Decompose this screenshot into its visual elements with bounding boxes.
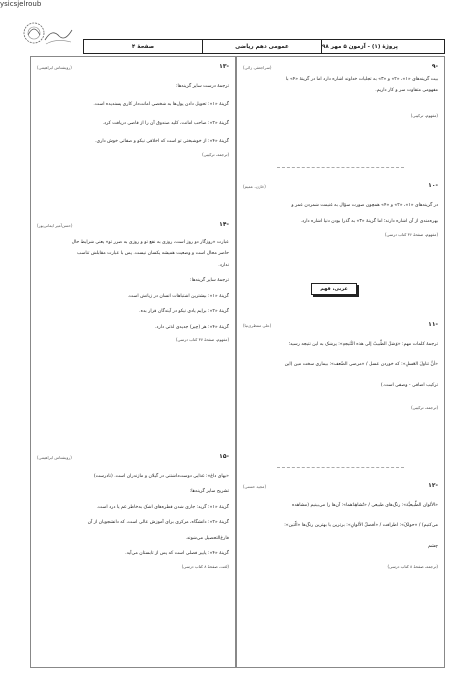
section-label-arabic: عربی، فهم <box>311 283 357 295</box>
question-source: (مجید حسنی) <box>243 483 267 489</box>
question-reference: (مفهوم، صفحهٔ ۳۶ کتاب درسی) <box>385 231 438 237</box>
answer-line: «الألوان الطَّبیعیَّة»: رنگ‌های طبیعی / «تُشاهِدُهما»: آن‌ها را می‌بینیم (مشاهده <box>292 503 438 508</box>
exam-title: پروژهٔ (۱) - آزمون ۵ مهر ۹۸ <box>321 40 444 53</box>
answer-line: گزینهٔ «۴»: پاییز فصلی است که پس از تابستان می‌آید. <box>125 551 229 557</box>
question-15 <box>37 453 229 569</box>
question-source: (حسن‌آمیر ایمانی‌پور) <box>37 222 73 228</box>
question-source: (علی منتظری‌نیا) <box>243 322 272 328</box>
question-11 <box>243 321 438 411</box>
question-reference: (مفهوم، ترکیبی) <box>410 112 438 118</box>
answer-line: ترکیب اضافی - وصفی است.) <box>380 382 438 388</box>
question-reference: (مفهوم، صفحهٔ ۳۷ کتاب درسی) <box>176 336 229 342</box>
answer-line: عبارت «روزگار دو روز است، روزی به نفع تو و روزی به ضرر تو» یعنی شرایط حال <box>71 240 229 245</box>
answer-line: «بهای داغ»: غذایی دوست‌داشتنی در گیلان و مازندران است. (نادرست) <box>93 474 229 479</box>
right-column <box>236 56 445 668</box>
question-reference: (ترجمه، صفحهٔ ۸ کتاب درسی) <box>387 564 438 570</box>
logo-icon <box>16 18 74 52</box>
answer-line: گزینهٔ «۴»: از خوشبختی تو است که اخلاقی نیکو و صفاتی خوش داری. <box>95 139 229 145</box>
divider <box>277 467 404 468</box>
answer-line: «أنَّ تناولَ العَسلِ»: که خوردن عسل / «مرضی الضّعف»: بیماری سخت مین (این <box>284 362 438 368</box>
question-reference: (ترجمه، ترکیبی) <box>202 151 229 157</box>
answer-line: چشم <box>428 543 438 549</box>
question-source: (رویشتاس ابراهیمی) <box>37 64 72 70</box>
question-12 <box>243 482 438 570</box>
answer-line: در گزینه‌های «۱»، «۲» و «۴» همچون صورت سؤال به غنیمت شمردن عمر و <box>291 203 438 208</box>
question-number: -۱۲ <box>428 482 438 490</box>
answer-line: بهره‌مندی از آن اشاره دارند؛ اما گزینهٔ «۳» به گذرا بودن دنیا اشاره دارد. <box>300 219 438 225</box>
answer-line: تشریح سایر گزینه‌ها: <box>189 489 229 495</box>
answer-line: گزینهٔ «۱»: تحویل دادن پول‌ها به شخصی امانت‌دار کاری پسندیده است. <box>93 102 229 108</box>
left-column <box>30 56 236 668</box>
answer-line: ترجمهٔ سایر گزینه‌ها: <box>190 278 229 284</box>
answer-line: گزینهٔ «۱»: گرید: جاری شدن قطره‌های اشک به‌خاطر غم یا درد است. <box>96 504 229 510</box>
question-source: (خازن، عمیم) <box>243 183 266 189</box>
answer-line: ترجمهٔ درست سایر گزینه‌ها: <box>175 84 229 89</box>
answer-line: می‌کنیم) / «حولکَ»: اطرافت / «أفضلُ الألوانِ»: برترین یا بهترین رنگ‌ها «الّتین»: <box>284 523 438 529</box>
top-fragment-text: ysicsjelroub <box>0 0 42 8</box>
answer-line: گزینهٔ «۲»: صاحب امانت، کلید صندوق آن را از قاضی دریافت کرد. <box>102 120 229 126</box>
question-9 <box>243 63 438 118</box>
answer-line: ترجمهٔ کلمات مهم: «وَصَلَ الطَّبیبُ إلی هذه النَّتیجهِ»: پزشک به این نتیجه رسید؛ <box>288 342 438 347</box>
question-source: (سراجعفر، زائی) <box>243 64 272 70</box>
answer-line: بیت گزینه‌های «۱»، «۲» و «۳» به تجلیات خداوند اشاره دارد اما در گزینهٔ «۴» با <box>285 77 438 82</box>
question-number: -۱۳ <box>219 63 229 71</box>
divider <box>277 167 404 168</box>
question-number: -۱۵ <box>219 453 229 461</box>
question-reference: (لغت، صفحهٔ ۸ کتاب درسی) <box>181 563 229 569</box>
question-number: -۱۴ <box>219 221 229 229</box>
answer-line: مفهومی متفاوت سر و کار داریم. <box>375 88 438 94</box>
question-13 <box>37 63 229 157</box>
question-10 <box>243 182 438 237</box>
question-source: (رویشتاس ابراهیمی) <box>37 454 72 460</box>
question-number: -۱۱ <box>428 321 438 329</box>
answer-line: گزینهٔ «۲»: دانشگاه، مرکزی برای آموزش عالی است، که دانشجویان از آن <box>87 520 229 526</box>
header-bar <box>83 39 445 54</box>
page-number: صفحهٔ ۴ <box>131 43 155 50</box>
question-number: -۱۰ <box>428 182 438 190</box>
answer-line: ندارد. <box>218 262 229 268</box>
answer-line: گزینهٔ «۴»: هر (چیز) جدیدی لذتی دارد. <box>154 324 229 330</box>
answer-line: گزینهٔ «۲»: برایم یادی نیکو در آیندگان قرار بده. <box>139 309 229 315</box>
answer-line: فارغ‌التحصیل می‌شوند. <box>185 535 229 541</box>
question-14 <box>37 221 229 343</box>
answer-line: گزینهٔ «۱»: بیشترین اشتباهات انسان در زبانش است. <box>127 293 229 299</box>
answer-line: حاضر محال است و وضعیت همیشه یکسان نیست. پس با عبارت مقابلش تناسب <box>76 251 229 257</box>
question-reference: (ترجمه، ترکیبی) <box>411 405 438 411</box>
exam-subtitle: عمومی دهم ریاضی <box>202 40 321 53</box>
question-number: -۹ <box>431 63 438 71</box>
